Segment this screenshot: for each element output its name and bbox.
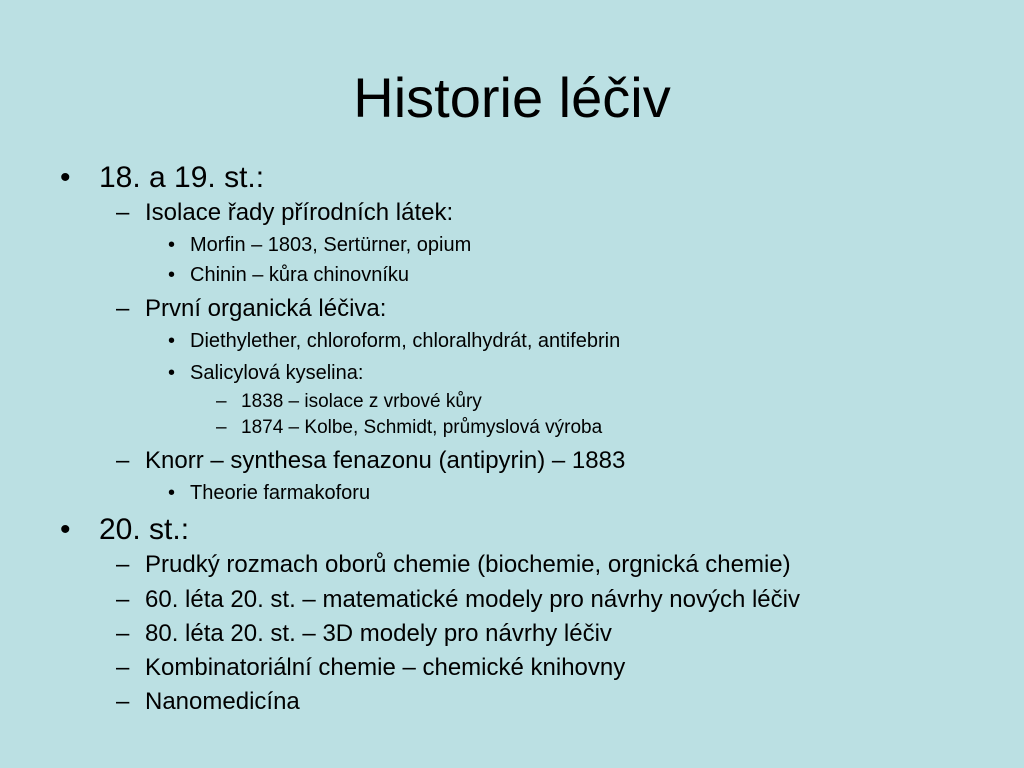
- outline-item-text: Kombinatoriální chemie – chemické knihovny: [145, 654, 626, 681]
- bullet-icon: •: [168, 264, 176, 286]
- outline-item-text: Knorr – synthesa fenazonu (antipyrin) – 1883: [145, 447, 626, 474]
- outline-item-text: 80. léta 20. st. – 3D modely pro návrhy léčiv: [145, 620, 612, 647]
- outline-item-text: Diethylether, chloroform, chloralhydrát, antifebrin: [190, 330, 621, 352]
- outline-item-text: Salicylová kyselina:: [190, 362, 364, 384]
- bullet-icon: •: [168, 362, 176, 384]
- dash-icon: –: [116, 620, 130, 647]
- outline-item-text: Nanomedicína: [145, 688, 300, 715]
- dash-icon: –: [116, 551, 130, 578]
- outline-item-text: Morfin – 1803, Sertürner, opium: [190, 234, 472, 256]
- dash-icon: –: [116, 586, 130, 613]
- outline-item-text: První organická léčiva:: [145, 295, 387, 322]
- dash-icon: –: [116, 199, 130, 226]
- dash-icon: –: [116, 688, 130, 715]
- outline-item-text: 20. st.:: [99, 513, 190, 546]
- dash-icon: –: [116, 295, 130, 322]
- outline-item-text: Prudký rozmach oborů chemie (biochemie, orgnická chemie): [145, 551, 791, 578]
- dash-icon: –: [116, 447, 130, 474]
- outline-item-text: 1838 – isolace z vrbové kůry: [241, 391, 482, 412]
- outline-item-text: 60. léta 20. st. – matematické modely pro návrhy nových léčiv: [145, 586, 800, 613]
- bullet-icon: •: [168, 330, 176, 352]
- bullet-icon: •: [168, 482, 176, 504]
- outline-item-text: 18. a 19. st.:: [99, 161, 265, 194]
- outline-item-text: Theorie farmakoforu: [190, 482, 371, 504]
- bullet-icon: •: [60, 513, 71, 546]
- outline-item-text: Isolace řady přírodních látek:: [145, 199, 454, 226]
- outline-item-text: 1874 – Kolbe, Schmidt, průmyslová výroba: [241, 417, 603, 438]
- dash-icon: –: [216, 391, 227, 412]
- bullet-icon: •: [168, 234, 176, 256]
- outline-item-text: Chinin – kůra chinovníku: [190, 264, 410, 286]
- bullet-icon: •: [60, 161, 71, 194]
- dash-icon: –: [116, 654, 130, 681]
- dash-icon: –: [216, 417, 227, 438]
- slide-title: Historie léčiv: [353, 66, 671, 129]
